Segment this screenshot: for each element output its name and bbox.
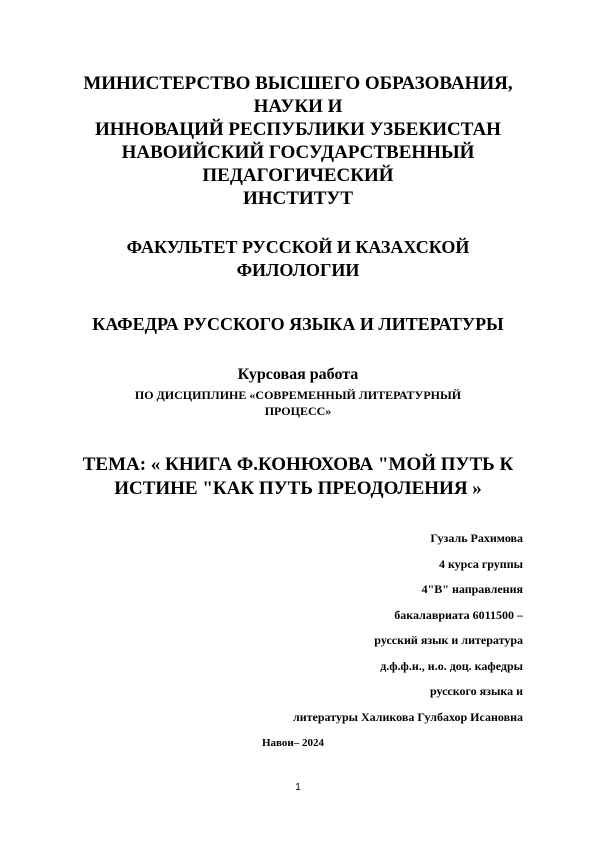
author-group: 4"В" направления — [421, 582, 523, 596]
author-name: Гузаль Рахимова — [430, 531, 523, 545]
institute-line: НАВОИЙСКИЙ ГОСУДАРСТВЕННЫЙ — [121, 142, 475, 163]
supervisor-department: русского языка и — [429, 684, 523, 698]
faculty-line: ФИЛОЛОГИИ — [236, 260, 360, 280]
coursework-title: Курсовая работа — [237, 366, 359, 383]
city-year: Навои– 2024 — [262, 737, 325, 749]
supervisor-name: литературы Халикова Гулбахор Исановна — [292, 710, 523, 724]
page-number: 1 — [295, 782, 301, 793]
ministry-line: НАУКИ И — [253, 96, 343, 117]
discipline-line: ПО ДИСЦИПЛИНЕ «СОВРЕМЕННЫЙ ЛИТЕРАТУРНЫЙ — [134, 388, 462, 402]
ministry-line: МИНИСТЕРСТВО ВЫСШЕГО ОБРАЗОВАНИЯ, — [83, 73, 513, 94]
chair-title: КАФЕДРА РУССКОГО ЯЗЫКА И ЛИТЕРАТУРЫ — [92, 314, 504, 334]
supervisor-title: д.ф.ф.н., и.о. доц. кафедры — [380, 659, 523, 673]
theme-title — [0, 453, 596, 501]
ministry-header — [0, 72, 596, 210]
institute-line: ИНСТИТУТ — [242, 188, 354, 209]
theme-line: ТЕМА: « КНИГА Ф.КОНЮХОВА "МОЙ ПУТЬ К — [82, 454, 514, 475]
theme-line: ИСТИНЕ "КАК ПУТЬ ПРЕОДОЛЕНИЯ » — [114, 478, 482, 499]
faculty-title — [0, 236, 596, 282]
ministry-line: ИННОВАЦИЙ РЕСПУБЛИКИ УЗБЕКИСТАН — [95, 119, 501, 140]
faculty-line: ФАКУЛЬТЕТ РУССКОЙ И КАЗАХСКОЙ — [126, 237, 470, 257]
coursework-discipline — [0, 387, 596, 419]
institute-line: ПЕДАГОГИЧЕСКИЙ — [202, 165, 394, 186]
author-specialty: русский язык и литература — [374, 633, 523, 647]
author-program: бакалавриата 6011500 – — [394, 608, 523, 622]
author-course: 4 курса группы — [438, 557, 523, 571]
discipline-line: ПРОЦЕСС» — [264, 404, 332, 418]
